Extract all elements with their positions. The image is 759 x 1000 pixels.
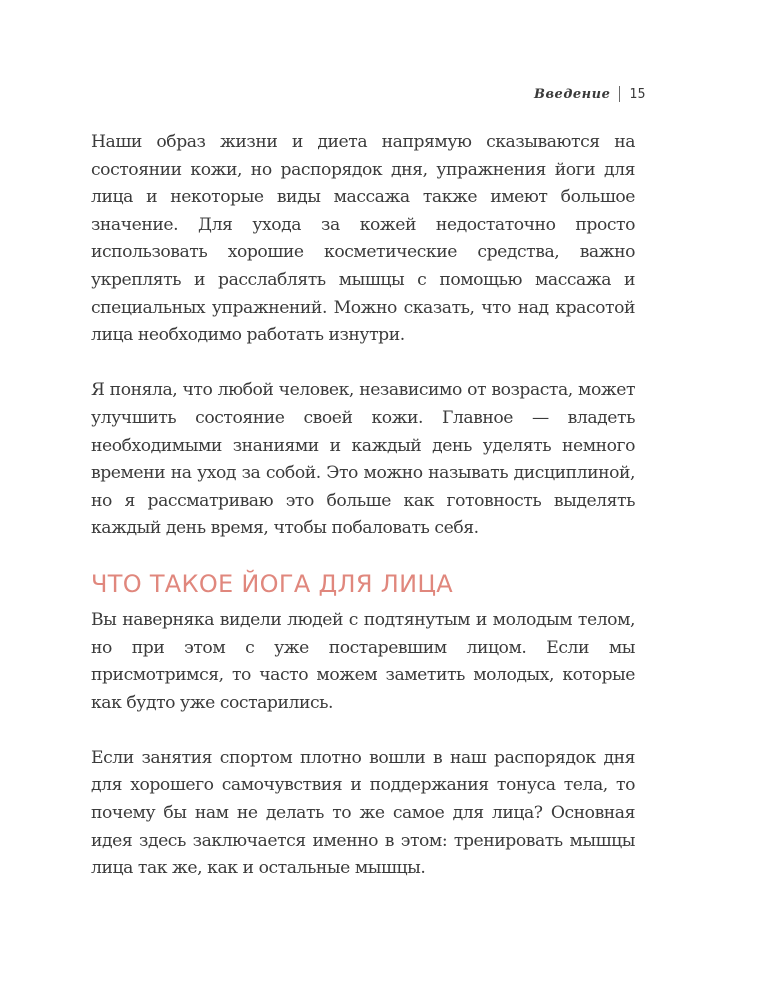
page-number: 15 bbox=[629, 86, 646, 102]
header-section-title: Введение bbox=[534, 86, 611, 102]
paragraph-gap bbox=[91, 717, 635, 745]
paragraph-section-1: Вы наверняка видели людей с подтянутым и молодым телом, но при этом с уже постаревшим лицом. Если мы присмотримся, то часто можем заметить молодых, которые как будто уже состарились. bbox=[91, 609, 635, 713]
section-heading: ЧТО ТАКОЕ ЙОГА ДЛЯ ЛИЦА bbox=[91, 569, 454, 598]
paragraph-intro-1: Наши образ жизни и диета напрямую сказываются на состоянии кожи, но распорядок дня, упражнения йоги для лица и некоторые виды массажа также имеют большое значение. Для ухода за кожей недостаточно просто использовать хорошие косметические средства, важно укреплять и расслаблять мышцы с помощью массажа и специальных упражнений. Можно сказать, что над красотой лица необходимо работать изнутри. bbox=[91, 132, 635, 346]
running-header bbox=[534, 86, 646, 102]
section-heading-block bbox=[91, 543, 635, 607]
paragraph-gap bbox=[91, 350, 635, 378]
paragraph-section-2: Если занятия спортом плотно вошли в наш распорядок дня для хорошего самочувствия и поддержания тонуса тела, то почему бы нам не делать то же самое для лица? Основная идея здесь заключается именно в этом: тренировать мышцы лица так же, как и остальные мышцы. bbox=[91, 747, 635, 879]
paragraph-intro-2: Я поняла, что любой человек, независимо от возраста, может улучшить состояние своей кожи. Главное — владеть необходимыми знаниями и каждый день уделять немного времени на уход за собой. Это можно называть дисциплиной, но я рассматриваю это больше как готовность выделять каждый день время, чтобы побаловать себя. bbox=[91, 380, 635, 539]
header-separator bbox=[619, 86, 620, 102]
page-body bbox=[91, 129, 635, 883]
